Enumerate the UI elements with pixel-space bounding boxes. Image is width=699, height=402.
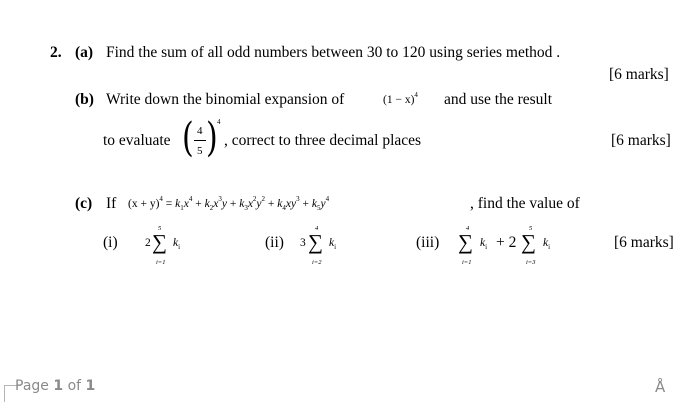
part-c-equation: $(x + y)^4 = k_1x^4 + k_2x^3y + k_3x^2y^2 + k_4xy^3 + k_5y^4$ <box>128 195 330 212</box>
right-paren-icon: ) <box>205 115 218 161</box>
part-b-marks: [6 marks] <box>611 132 671 149</box>
page-word: Page <box>15 378 49 394</box>
sum-iii-term-2: $k_i$ <box>543 237 551 251</box>
fraction-exponent: 4 <box>217 118 221 126</box>
sum-i-upper-limit: 5 <box>158 225 162 232</box>
sigma-icon: ∑ <box>521 230 536 254</box>
fraction-bar <box>194 140 206 141</box>
page-of-word: of <box>67 378 82 394</box>
font-size-icon[interactable]: Å <box>655 378 666 396</box>
sum-ii-coefficient: 3 <box>300 237 306 249</box>
sum-iii-upper-limit-2: 5 <box>529 225 533 232</box>
sum-iii-term-1: $k_i$ <box>480 237 488 251</box>
page-number: 1 <box>53 378 64 394</box>
part-b-text: Write down the binomial expansion of <box>106 91 345 108</box>
part-a-text: Find the sum of all odd numbers between 30 to 120 using series method . <box>106 44 561 61</box>
page-indicator <box>15 378 95 394</box>
part-c-if: If <box>106 195 117 212</box>
sum-iii-upper-limit-1: 4 <box>466 225 470 232</box>
sigma-icon: ∑ <box>152 230 167 254</box>
part-b-label: (b) <box>75 91 94 108</box>
part-b-evaluate-text: to evaluate <box>103 132 171 149</box>
sum-i-term: $k_i$ <box>173 237 181 251</box>
part-a-label: (a) <box>75 44 94 61</box>
part-c-label: (c) <box>75 195 93 212</box>
sum-iii-lower-limit-2: i=3 <box>526 259 536 266</box>
sum-ii-lower-limit: i=2 <box>312 259 322 266</box>
sum-ii-term: $k_i$ <box>329 237 337 251</box>
part-b-expression: $(1 - x)^4$ <box>383 91 418 106</box>
sum-ii-upper-limit: 4 <box>315 225 319 232</box>
part-a-marks: [6 marks] <box>609 66 669 83</box>
left-paren-icon: ( <box>181 115 194 161</box>
question-number: 2. <box>50 44 62 61</box>
part-b-decimal-text: , correct to three decimal places <box>224 132 422 149</box>
sigma-icon: ∑ <box>458 230 473 254</box>
part-c-ii-label: (ii) <box>265 234 284 251</box>
sigma-icon: ∑ <box>308 230 323 254</box>
sum-i-lower-limit: i=1 <box>156 259 166 266</box>
part-c-i-label: (i) <box>103 234 118 251</box>
sum-iii-plus: + 2 <box>496 234 517 251</box>
fraction-denominator: 5 <box>197 145 203 157</box>
part-c-tail: , find the value of <box>470 195 580 212</box>
part-b-text-after: and use the result <box>444 91 553 108</box>
part-c-iii-label: (iii) <box>416 234 440 251</box>
part-c-marks: [6 marks] <box>614 234 674 251</box>
sum-iii-lower-limit-1: i=1 <box>462 259 472 266</box>
fraction-numerator: 4 <box>197 125 203 137</box>
sum-i-coefficient: 2 <box>145 237 151 249</box>
page-total: 1 <box>85 378 96 394</box>
